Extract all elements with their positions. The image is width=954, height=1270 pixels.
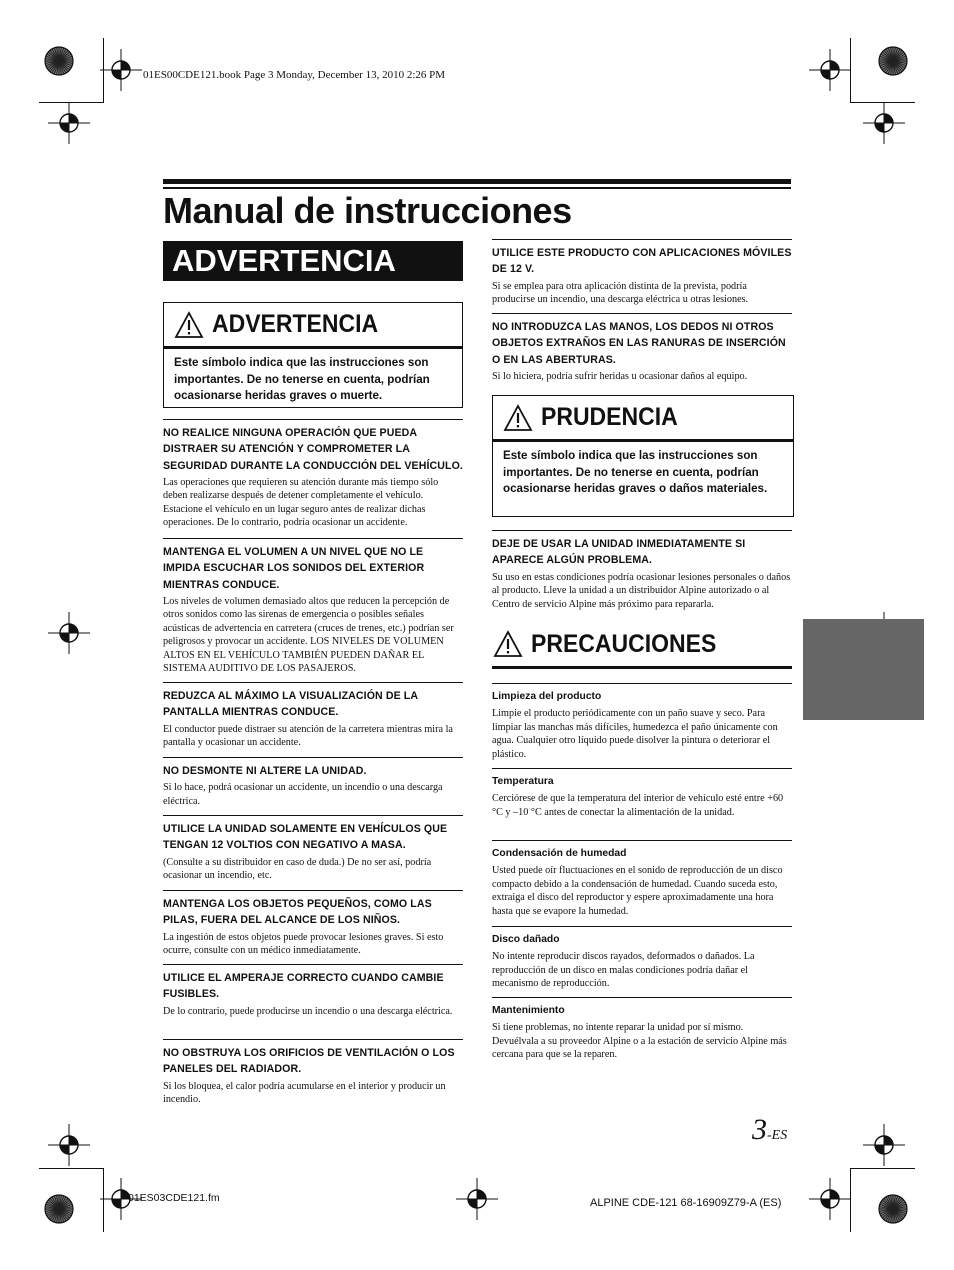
page-number (752, 1113, 787, 1147)
file-header: 01ES00CDE121.book Page 3 Monday, December 13, 2010 2:26 PM (143, 69, 446, 81)
warning-section (163, 964, 463, 1018)
precaution-item (492, 768, 792, 819)
section-body: Si se emplea para otra aplicación distinta de la prevista, podría producirse un incendio, una descarga eléctrica u otras lesiones. (492, 280, 749, 306)
warning-section (163, 815, 463, 883)
warning-section (492, 239, 792, 307)
caution-box-text: Este símbolo indica que las instrucciones son importantes. De no tenerse en cuenta, podrían ocasionarse heridas graves o daños materiales. (503, 449, 768, 495)
starburst-mark-icon (878, 1194, 908, 1224)
section-body: Si los bloquea, el calor podría acumularse en el interior y producir un incendio. (163, 1080, 446, 1106)
warning-triangle-icon (503, 404, 533, 432)
precaution-body: Usted puede oír fluctuaciones en el sonido de reproducción de un disco compacto debido a la condensación de humedad. Cuando suceda esto, extraiga el disco del reproductor y espere aproximadamente una hora hasta que se evapore la humedad. (492, 865, 783, 917)
section-body: Su uso en estas condiciones podría ocasionar lesiones personales o daños al producto. Lleve la unidad a un distribuidor Alpine autorizado o al Centro de servicio Alpine más próximo para repararla. (492, 571, 791, 610)
warning-box-title: ADVERTENCIA (212, 310, 379, 338)
section-rule (492, 926, 792, 927)
crop-line (39, 102, 104, 103)
precaution-body: Cerciórese de que la temperatura del interior de vehículo esté entre +60 °C y –10 °C antes de conectar la alimentación de la unidad. (492, 793, 784, 818)
precaution-heading: Condensación de humedad (492, 848, 627, 859)
warning-box-text: Este símbolo indica que las instrucciones son importantes. De no tenerse en cuenta, podrían ocasionarse heridas graves o muerte. (174, 356, 430, 402)
starburst-mark-icon (44, 46, 74, 76)
crosshair-target-icon (809, 49, 851, 91)
crop-line (850, 1168, 915, 1169)
precaution-body: Limpie el producto periódicamente con un paño suave y seco. Para limpiar las manchas más difíciles, humedezca el paño únicamente con agua. Cualquier otro líquido puede disolver la pintura o deteriorar el plástico. (492, 708, 778, 760)
caution-box (492, 395, 794, 517)
precaution-body: No intente reproducir discos rayados, deformados o dañados. La reproducción de un disco en malas condiciones podría dañar el mecanismo de reproducción. (492, 951, 755, 989)
section-rule (163, 538, 463, 539)
section-rule (163, 419, 463, 420)
page-title: Manual de instrucciones (163, 190, 572, 231)
crosshair-target-icon (863, 102, 905, 144)
crosshair-target-icon (456, 1178, 498, 1220)
precaution-item (492, 926, 792, 991)
section-body: De lo contrario, puede producirse un incendio o una descarga eléctrica. (163, 1005, 453, 1017)
warning-triangle-icon (493, 630, 523, 658)
crosshair-target-icon (48, 1124, 90, 1166)
section-rule (492, 239, 792, 240)
section-rule (492, 683, 792, 684)
section-heading: UTILICE EL AMPERAJE CORRECTO CUANDO CAMBIE FUSIBLES. (163, 972, 444, 1001)
precautions-header (492, 622, 792, 669)
warning-section (163, 1039, 463, 1107)
section-rule (163, 890, 463, 891)
warning-section (163, 419, 463, 530)
section-body: (Consulte a su distribuidor en caso de duda.) De no ser así, podría ocasionar un incendio, etc. (163, 856, 432, 882)
warning-section (163, 890, 463, 958)
section-body: Los niveles de volumen demasiado altos que reducen la percepción de otros sonidos como las sirenas de emergencia o posibles señales acústicas de advertencia en carretera (cruces de trenes, etc.) podrían ser peligrosos y provocar un accidente. LOS NIVELES DE VOLUMEN ALTOS EN EL VEHÍCULO TAMBIÉN PUEDEN DAÑAR EL SISTEMA AUDITIVO DE LOS PASAJEROS. (163, 595, 454, 675)
warning-section (163, 682, 463, 750)
crosshair-target-icon (809, 1178, 851, 1220)
crop-line (39, 1168, 104, 1169)
section-heading: NO REALICE NINGUNA OPERACIÓN QUE PUEDA DISTRAER SU ATENCIÓN Y COMPROMETER LA SEGURIDAD DURANTE LA CONDUCCIÓN DEL VEHÍCULO. (163, 427, 463, 472)
section-heading: DEJE DE USAR LA UNIDAD INMEDIATAMENTE SI APARECE ALGÚN PROBLEMA. (492, 538, 746, 567)
section-rule (163, 757, 463, 758)
section-rule (492, 840, 792, 841)
section-heading: NO DESMONTE NI ALTERE LA UNIDAD. (163, 765, 367, 777)
crosshair-target-icon (863, 1124, 905, 1166)
crosshair-target-icon (48, 102, 90, 144)
warning-section (492, 313, 792, 383)
precaution-item (492, 840, 792, 918)
section-heading: MANTENGA LOS OBJETOS PEQUEÑOS, COMO LAS PILAS, FUERA DEL ALCANCE DE LOS NIÑOS. (163, 898, 432, 927)
crop-line (850, 1168, 851, 1232)
section-body: Si lo hace, podrá ocasionar un accidente, un incendio o una descarga eléctrica. (163, 782, 443, 807)
section-rule (163, 964, 463, 965)
section-heading: NO OBSTRUYA LOS ORIFICIOS DE VENTILACIÓN O LOS PANELES DEL RADIADOR. (163, 1047, 455, 1076)
section-rule (492, 530, 792, 531)
crop-line (103, 38, 104, 102)
warning-box (163, 302, 463, 408)
advertencia-banner: ADVERTENCIA (163, 241, 463, 281)
warning-section (163, 757, 463, 808)
precaution-body: Si tiene problemas, no intente reparar la unidad por sí mismo. Devuélvala a su proveedor Alpine o a la estación de servicio Alpine más cercana para que se la reparen. (492, 1022, 787, 1060)
section-rule (163, 1039, 463, 1040)
section-rule (163, 815, 463, 816)
section-heading: NO INTRODUZCA LAS MANOS, LOS DEDOS NI OTROS OBJETOS EXTRAÑOS EN LAS RANURAS DE INSERCIÓN O EN LAS ABERTURAS. (492, 321, 786, 366)
precautions-title: PRECAUCIONES (531, 629, 717, 658)
precaution-heading: Mantenimiento (492, 1005, 565, 1016)
footer-product-code: ALPINE CDE-121 68-16909Z79-A (ES) (590, 1197, 782, 1209)
footer-filename: 01ES03CDE121.fm (128, 1192, 220, 1204)
precaution-item (492, 997, 792, 1062)
section-rule (492, 313, 792, 314)
section-heading: REDUZCA AL MÁXIMO LA VISUALIZACIÓN DE LA PANTALLA MIENTRAS CONDUCE. (163, 690, 418, 719)
section-body: El conductor puede distraer su atención de la carretera mientras mira la pantalla y ocasionar un accidente. (163, 723, 453, 749)
warning-section (163, 538, 463, 676)
precaution-heading: Disco dañado (492, 934, 560, 945)
section-heading: MANTENGA EL VOLUMEN A UN NIVEL QUE NO LE IMPIDA ESCUCHAR LOS SONIDOS DEL EXTERIOR MIENTRAS CONDUCE. (163, 546, 425, 591)
section-body: Si lo hiciera, podría sufrir heridas u ocasionar daños al equipo. (492, 370, 748, 382)
precaution-heading: Limpieza del producto (492, 691, 602, 702)
page-number-suffix: -ES (767, 1128, 788, 1143)
section-body: Las operaciones que requieren su atención durante más tiempo sólo deben realizarse después de detener completamente el vehículo. Estacione el vehículo en un lugar seguro antes de realizar dichas operaciones. De lo contrario, podría ocasionar un accidente. (163, 476, 439, 529)
caution-box-header (493, 396, 793, 442)
section-rule (163, 682, 463, 683)
caution-section (492, 530, 792, 611)
section-rule (492, 997, 792, 998)
precaution-heading: Temperatura (492, 776, 554, 787)
crop-line (103, 1168, 104, 1232)
caution-box-title: PRUDENCIA (541, 403, 678, 431)
title-rule-thin (163, 187, 791, 189)
starburst-mark-icon (44, 1194, 74, 1224)
section-heading: UTILICE ESTE PRODUCTO CON APLICACIONES MÓVILES DE 12 V. (492, 247, 792, 276)
warning-triangle-icon (174, 311, 204, 339)
starburst-mark-icon (878, 46, 908, 76)
crosshair-target-icon (100, 49, 142, 91)
section-rule (492, 768, 792, 769)
crosshair-target-icon (48, 612, 90, 654)
warning-box-header (164, 303, 462, 349)
page-number-value: 3 (752, 1113, 767, 1146)
section-body: La ingestión de estos objetos puede provocar lesiones graves. Si esto ocurre, consulte con un médico inmediatamente. (163, 931, 444, 957)
crop-line (850, 102, 915, 103)
precaution-item (492, 683, 792, 761)
crop-line (850, 38, 851, 102)
section-heading: UTILICE LA UNIDAD SOLAMENTE EN VEHÍCULOS QUE TENGAN 12 VOLTIOS CON NEGATIVO A MASA. (163, 823, 448, 852)
title-rule-thick (163, 179, 791, 184)
section-tab (803, 619, 924, 720)
